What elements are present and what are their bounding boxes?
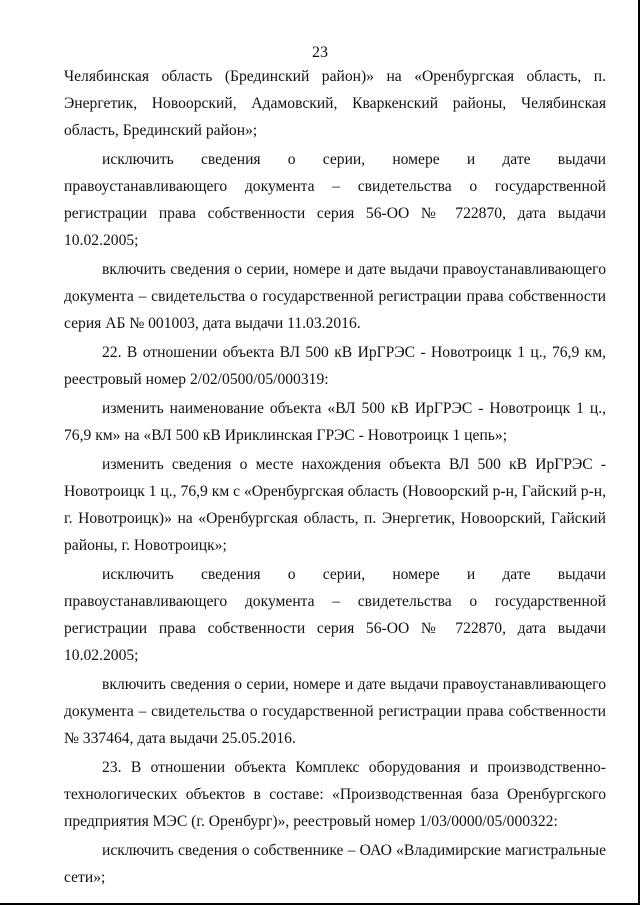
document-body <box>64 63 606 891</box>
paragraph-exclude-info: исключить сведения о серии, номере и дате выдачи правоустанавливающего документа – свидетельства о государственной регистрации права собственности серия 56-ОО № 722870, дата выдачи 10.02.2005; <box>64 151 606 249</box>
paragraph-item-22: 22. В отношении объекта ВЛ 500 кВ ИрГРЭС - Новотроицк 1 ц., 76,9 км, реестровый номер 2/02/0500/05/000319: <box>64 344 606 388</box>
page-number: 23 <box>312 44 328 61</box>
paragraph-include-info: включить сведения о серии, номере и дате выдачи правоустанавливающего документа – свидетельства о государственной регистрации права собственности серия АБ № 001003, дата выдачи 11.03.2016. <box>64 261 606 332</box>
paragraph-include-info: включить сведения о серии, номере и дате выдачи правоустанавливающего документа – свидетельства о государственной регистрации права собственности № 337464, дата выдачи 25.05.2016. <box>64 676 606 747</box>
paragraph-continuation: Челябинская область (Брединский район)» на «Оренбургская область, п. Энергетик, Новоорский, Адамовский, Кваркенский районы, Челябинская область, Брединский район»; <box>64 68 606 139</box>
paragraph-rename-object: изменить наименование объекта «ВЛ 500 кВ ИрГРЭС - Новотроицк 1 ц., 76,9 км» на «ВЛ 500 кВ Ириклинская ГРЭС - Новотроицк 1 цепь»; <box>64 400 606 444</box>
paragraph-exclude-info: исключить сведения о серии, номере и дате выдачи правоустанавливающего документа – свидетельства о государственной регистрации права собственности серия 56-ОО № 722870, дата выдачи 10.02.2005; <box>64 566 606 664</box>
paragraph-exclude-owner: исключить сведения о собственнике – ОАО «Владимирские магистральные сети»; <box>64 842 606 886</box>
paragraph-change-location: изменить сведения о месте нахождения объекта ВЛ 500 кВ ИрГРЭС - Новотроицк 1 ц., 76,9 км с «Оренбургская область (Новоорский р-н, Гайский р-н, г. Новотроицк)» на «Оренбургская область, п. Энергетик, Новоорский, Гайский районы, г. Новотроицк»; <box>64 456 606 554</box>
paragraph-item-23: 23. В отношении объекта Комплекс оборудования и производственно-технологических объектов в составе: «Производственная база Оренбургского предприятия МЭС (г. Оренбург)», реестровый номер 1/03/0000/05/000322: <box>64 759 606 830</box>
